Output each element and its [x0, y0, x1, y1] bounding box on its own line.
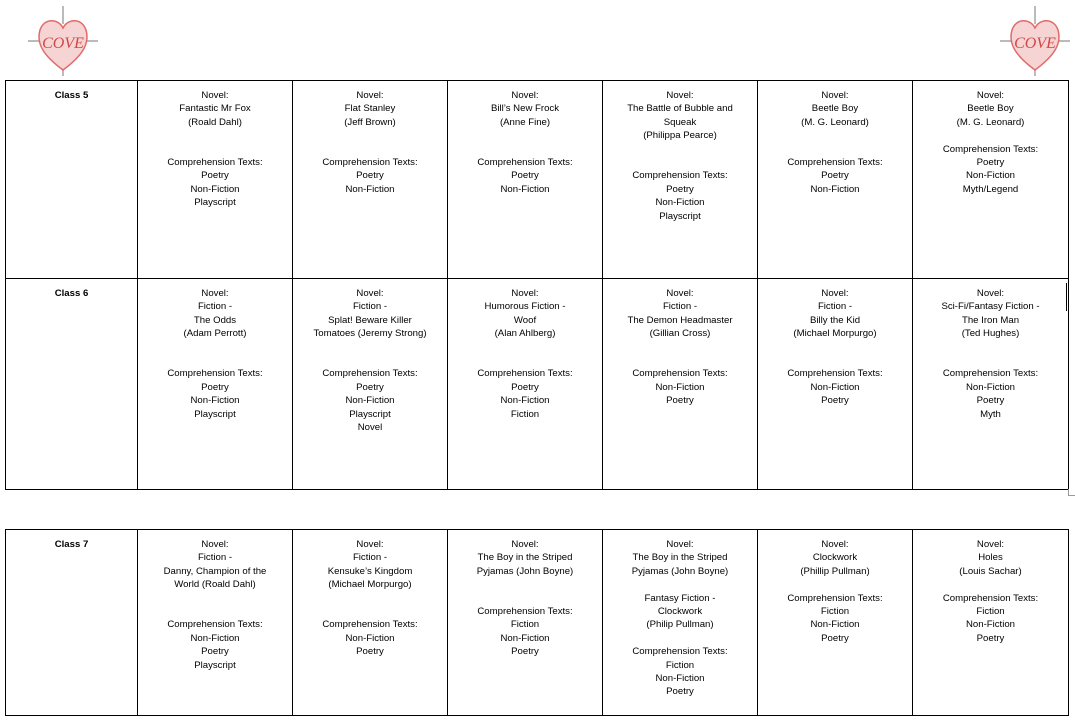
cell-text-line: Novel: [976, 90, 1005, 101]
cell-text-line: Poetry [201, 170, 229, 182]
blank-line [450, 341, 600, 354]
cell-text-line: Clockwork [812, 552, 858, 564]
blank-line [605, 354, 755, 367]
cell-text-line: Non-Fiction [655, 381, 705, 393]
class-row [6, 530, 1069, 716]
cell-text-line: Comprehension Texts: [787, 592, 883, 604]
cell-text-line: Poetry [356, 381, 384, 393]
cell-text-line: Poetry [821, 632, 849, 644]
cell-text-line: Playscript [349, 408, 391, 420]
logo-text: COVE [1014, 35, 1056, 52]
cell-text-line: Danny, Champion of the [163, 565, 267, 577]
cell-text-line: Novel: [976, 288, 1005, 299]
term-cell [603, 530, 758, 716]
cell-text-line: Fiction [665, 659, 695, 671]
blank-line [295, 143, 445, 156]
term-cell [138, 279, 293, 490]
cell-text-line: Pyjamas (John Boyne) [631, 565, 729, 577]
cell-text-line: Non-Fiction [810, 619, 860, 631]
cell-text-line: Novel: [356, 90, 384, 101]
cell-text-line: Billy the Kid [809, 314, 861, 326]
cell-text-line: The Odds [193, 314, 237, 326]
cell-text-line: Novel: [666, 288, 694, 299]
cell-text-line: Poetry [666, 183, 694, 195]
term-cell [448, 81, 603, 279]
logo-text: COVE [42, 35, 84, 52]
cell-text-line: Novel: [821, 539, 849, 550]
cell-text-line: Comprehension Texts: [942, 368, 1039, 380]
curriculum-table-bottom [5, 529, 1069, 716]
term-cell [138, 81, 293, 279]
blank-line [140, 341, 290, 354]
cell-text-line: Comprehension Texts: [942, 592, 1039, 604]
cell-text-line: Comprehension Texts: [477, 157, 573, 168]
term-cell [293, 530, 448, 716]
cell-text-line: Poetry [666, 395, 694, 407]
cell-text-line: Woof [513, 314, 537, 326]
cell-text-line: Non-Fiction [345, 395, 395, 407]
cell-text-line: Non-Fiction [655, 673, 705, 685]
cell-text-line: Comprehension Texts: [632, 170, 728, 182]
cell-text-line: (Gillian Cross) [649, 328, 711, 340]
blank-line [605, 143, 755, 156]
term-cell [448, 530, 603, 716]
curriculum-table-top [5, 80, 1069, 490]
term-cell [913, 81, 1069, 279]
cell-text-line: Splat! Beware Killer [328, 314, 412, 326]
cell-text-line: (M. G. Leonard) [801, 116, 869, 128]
cell-text-line: The Battle of Bubble and [627, 103, 733, 115]
cell-text-line: Comprehension Texts: [477, 606, 573, 617]
cell-text-line: Novel: [356, 288, 384, 299]
blank-line [760, 129, 910, 142]
text-cursor [1066, 283, 1067, 311]
blank-line [760, 578, 910, 591]
term-cell [758, 530, 913, 716]
cell-text-line: Non-Fiction [345, 183, 395, 195]
cell-text-line: Fiction [510, 408, 540, 420]
term-cell [758, 81, 913, 279]
cell-text-line: Non-Fiction [810, 183, 860, 195]
cell-text-line: Clockwork [657, 606, 703, 618]
cell-text-line: Comprehension Texts: [322, 619, 418, 631]
cell-text-line: Squeak [663, 116, 697, 128]
cell-text-line: (Anne Fine) [499, 116, 551, 128]
class-label: Class 5 [6, 81, 138, 279]
term-cell [293, 279, 448, 490]
blank-line [605, 632, 755, 645]
cell-text-line: Novel: [821, 288, 849, 299]
cell-text-line: Fiction - [352, 301, 388, 313]
term-cell [913, 530, 1069, 716]
cell-text-line: Comprehension Texts: [477, 368, 573, 380]
term-cell [448, 279, 603, 490]
cell-text-line: Poetry [511, 170, 539, 182]
cell-text-line: Fiction - [662, 301, 698, 313]
cell-text-line: Fiction - [817, 301, 853, 313]
cell-text-line: (Jeff Brown) [344, 116, 396, 128]
term-cell [758, 279, 913, 490]
cell-text-line: (Adam Perrott) [183, 328, 247, 340]
cell-text-line: Poetry [821, 395, 849, 407]
class-label: Class 6 [6, 279, 138, 490]
cell-text-line: Tomatoes (Jeremy Strong) [313, 328, 427, 340]
cell-text-line: Comprehension Texts: [632, 646, 728, 658]
cell-text-line: Novel: [201, 539, 229, 550]
blank-line [295, 592, 445, 605]
cell-text-line: Novel: [201, 288, 229, 299]
cell-text-line: Playscript [659, 210, 701, 222]
blank-line [140, 605, 290, 618]
cell-text-line: Poetry [511, 381, 539, 393]
cell-text-line: Non-Fiction [965, 170, 1016, 182]
term-cell [913, 279, 1069, 490]
cell-text-line: World (Roald Dahl) [174, 579, 256, 591]
cell-text-line: Poetry [201, 646, 229, 658]
blank-line [605, 578, 755, 591]
cell-text-line: (Louis Sachar) [959, 565, 1022, 577]
blank-line [295, 605, 445, 618]
blank-line [605, 156, 755, 169]
cell-text-line: Non-Fiction [810, 381, 860, 393]
cell-text-line: Holes [978, 552, 1003, 564]
cell-text-line: (Philip Pullman) [646, 619, 714, 631]
table-end-marker [1068, 489, 1075, 496]
blank-line [450, 129, 600, 142]
cell-text-line: Fiction - [197, 301, 233, 313]
cell-text-line: Comprehension Texts: [322, 157, 418, 168]
cell-text-line: Novel: [666, 90, 694, 101]
cell-text-line: Non-Fiction [190, 183, 240, 195]
cell-text-line: Myth [980, 408, 1001, 420]
cell-text-line: Flat Stanley [344, 103, 396, 115]
cell-text-line: Non-Fiction [965, 381, 1016, 393]
cell-text-line: Humorous Fiction - [484, 301, 566, 313]
cell-text-line: (M. G. Leonard) [956, 116, 1025, 128]
cell-text-line: Non-Fiction [500, 395, 550, 407]
cell-text-line: Poetry [976, 157, 1005, 169]
cell-text-line: Fantasy Fiction - [644, 592, 716, 604]
cell-text-line: Poetry [821, 170, 849, 182]
cell-text-line: (Alan Ahlberg) [494, 328, 556, 340]
cell-text-line: Beetle Boy [811, 103, 859, 115]
cell-text-line: Poetry [511, 646, 539, 658]
cell-text-line: Pyjamas (John Boyne) [476, 565, 574, 577]
cove-logo-left [26, 4, 100, 78]
cell-text-line: Non-Fiction [190, 632, 240, 644]
cell-text-line: Bill’s New Frock [490, 103, 560, 115]
term-cell [293, 81, 448, 279]
cell-text-line: Non-Fiction [190, 395, 240, 407]
cell-text-line: Novel: [201, 90, 229, 101]
cell-text-line: Playscript [194, 408, 236, 420]
cell-text-line: Comprehension Texts: [322, 368, 418, 380]
blank-line [760, 341, 910, 354]
cell-text-line: The Iron Man [961, 314, 1020, 326]
cell-text-line: Novel: [666, 539, 694, 550]
cell-text-line: (Michael Morpurgo) [328, 579, 412, 591]
cell-text-line: (Roald Dahl) [188, 116, 242, 128]
blank-line [605, 341, 755, 354]
cell-text-line: Poetry [976, 395, 1005, 407]
blank-line [915, 354, 1066, 367]
cell-text-line: Comprehension Texts: [942, 143, 1039, 155]
cell-text-line: Fiction - [197, 552, 233, 564]
blank-line [450, 354, 600, 367]
blank-line [450, 578, 600, 591]
blank-line [295, 354, 445, 367]
cell-text-line: Non-Fiction [500, 632, 550, 644]
cell-text-line: Poetry [666, 686, 694, 698]
blank-line [760, 143, 910, 156]
class-row [6, 279, 1069, 490]
blank-line [760, 354, 910, 367]
cell-text-line: Non-Fiction [345, 632, 395, 644]
blank-line [450, 592, 600, 605]
blank-line [915, 341, 1066, 354]
cell-text-line: Poetry [356, 646, 384, 658]
cove-logo-right-graphic [998, 4, 1072, 78]
cell-text-line: Myth/Legend [962, 183, 1019, 195]
cell-text-line: Comprehension Texts: [167, 157, 263, 168]
cell-text-line: (Phillip Pullman) [800, 565, 870, 577]
cell-text-line: Novel: [976, 539, 1005, 550]
cell-text-line: Fiction [976, 606, 1005, 618]
cell-text-line: Poetry [201, 381, 229, 393]
cell-text-line: Novel: [511, 539, 539, 550]
cell-text-line: Fiction [820, 606, 850, 618]
cell-text-line: Poetry [976, 632, 1005, 644]
cell-text-line: Fiction - [352, 552, 388, 564]
cell-text-line: Beetle Boy [967, 103, 1014, 115]
class-row [6, 81, 1069, 279]
cell-text-line: The Boy in the Striped [477, 552, 573, 564]
blank-line [915, 578, 1066, 591]
cell-text-line: Comprehension Texts: [787, 157, 883, 168]
term-cell [603, 279, 758, 490]
term-cell [603, 81, 758, 279]
cell-text-line: Kensuke’s Kingdom [327, 565, 413, 577]
blank-line [140, 592, 290, 605]
cell-text-line: The Demon Headmaster [627, 314, 733, 326]
cell-text-line: Fantastic Mr Fox [179, 103, 251, 115]
cell-text-line: Playscript [194, 197, 236, 209]
cell-text-line: Sci-Fi/Fantasy Fiction - [941, 301, 1040, 313]
blank-line [140, 129, 290, 142]
cell-text-line: The Boy in the Striped [632, 552, 728, 564]
cell-text-line: Comprehension Texts: [167, 619, 263, 631]
cove-logo-right [998, 4, 1072, 78]
term-cell [138, 530, 293, 716]
cell-text-line: (Philippa Pearce) [643, 130, 717, 142]
cell-text-line: Novel [357, 422, 383, 434]
cell-text-line: Non-Fiction [965, 619, 1016, 631]
cell-text-line: (Ted Hughes) [961, 328, 1020, 340]
cell-text-line: Non-Fiction [500, 183, 550, 195]
cell-text-line: Novel: [821, 90, 849, 101]
blank-line [140, 143, 290, 156]
cell-text-line: Non-Fiction [655, 197, 705, 209]
cell-text-line: (Michael Morpurgo) [793, 328, 877, 340]
cell-text-line: Fiction [510, 619, 540, 631]
cove-logo-left-graphic [26, 4, 100, 78]
cell-text-line: Comprehension Texts: [167, 368, 263, 380]
blank-line [295, 341, 445, 354]
blank-line [450, 143, 600, 156]
blank-line [295, 129, 445, 142]
blank-line [915, 129, 1066, 142]
cell-text-line: Comprehension Texts: [632, 368, 728, 380]
cell-text-line: Comprehension Texts: [787, 368, 883, 380]
class-label: Class 7 [6, 530, 138, 716]
cell-text-line: Novel: [356, 539, 384, 550]
cell-text-line: Poetry [356, 170, 384, 182]
cell-text-line: Playscript [194, 659, 236, 671]
cell-text-line: Novel: [511, 90, 539, 101]
blank-line [140, 354, 290, 367]
cell-text-line: Novel: [511, 288, 539, 299]
